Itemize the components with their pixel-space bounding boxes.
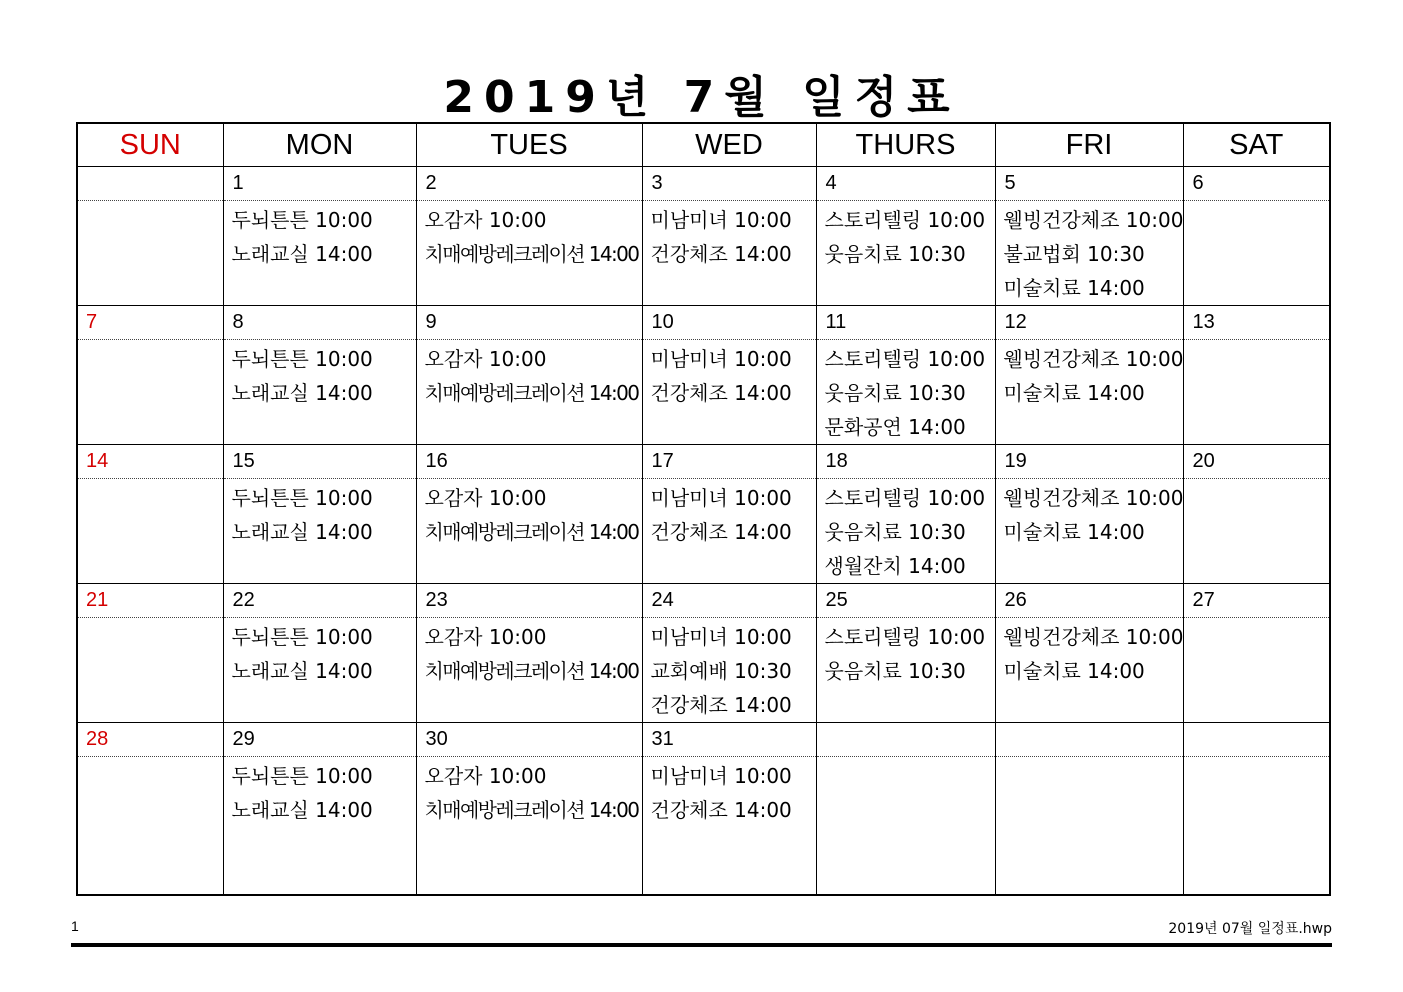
events-cell-tues bbox=[416, 479, 642, 584]
event-item: 웰빙건강체조 10:00 bbox=[1003, 486, 1184, 510]
event-item: 미남미녀 10:00 bbox=[650, 625, 792, 649]
events-cell-thurs bbox=[816, 757, 995, 896]
events-cell-sun bbox=[77, 201, 223, 306]
events-cell-sun bbox=[77, 479, 223, 584]
date-number-mon: 1 bbox=[223, 167, 416, 201]
weekday-header-mon: MON bbox=[223, 123, 416, 167]
event-item: 미술치료 14:00 bbox=[1003, 659, 1145, 683]
date-number-thurs bbox=[816, 723, 995, 757]
event-item: 웃음치료 10:30 bbox=[824, 520, 966, 544]
date-number-wed: 24 bbox=[642, 584, 816, 618]
events-cell-thurs bbox=[816, 201, 995, 306]
date-number-tues: 2 bbox=[416, 167, 642, 201]
date-number-mon: 22 bbox=[223, 584, 416, 618]
events-cell-sat bbox=[1183, 201, 1330, 306]
date-number-mon: 15 bbox=[223, 445, 416, 479]
event-item: 미술치료 14:00 bbox=[1003, 276, 1145, 300]
event-item: 스토리텔링 10:00 bbox=[824, 208, 986, 232]
events-cell-sun bbox=[77, 757, 223, 896]
event-item: 치매예방레크레이션 14:00 bbox=[424, 798, 639, 822]
event-item: 노래교실 14:00 bbox=[231, 381, 373, 405]
week-5-events-row bbox=[77, 757, 1330, 896]
events-cell-wed bbox=[642, 618, 816, 723]
event-item: 웃음치료 10:30 bbox=[824, 659, 966, 683]
date-number-sat: 13 bbox=[1183, 306, 1330, 340]
weekday-header-wed: WED bbox=[642, 123, 816, 167]
events-cell-tues bbox=[416, 757, 642, 896]
footer-page-number: 1 bbox=[71, 918, 79, 934]
event-item: 생월잔치 14:00 bbox=[824, 554, 966, 578]
date-number-wed: 10 bbox=[642, 306, 816, 340]
date-number-fri: 19 bbox=[995, 445, 1183, 479]
footer-filename: 2019년 07월 일정표.hwp bbox=[1168, 921, 1332, 937]
events-cell-wed bbox=[642, 757, 816, 896]
week-3-date-row bbox=[77, 445, 1330, 479]
event-item: 건강체조 14:00 bbox=[650, 520, 792, 544]
event-item: 미남미녀 10:00 bbox=[650, 764, 792, 788]
event-item: 두뇌튼튼 10:00 bbox=[231, 208, 373, 232]
event-item: 스토리텔링 10:00 bbox=[824, 486, 986, 510]
events-cell-tues bbox=[416, 618, 642, 723]
date-number-wed: 31 bbox=[642, 723, 816, 757]
date-number-sun: 28 bbox=[77, 723, 223, 757]
date-number-fri: 26 bbox=[995, 584, 1183, 618]
events-cell-fri bbox=[995, 618, 1183, 723]
week-2-date-row bbox=[77, 306, 1330, 340]
event-item: 건강체조 14:00 bbox=[650, 242, 792, 266]
events-cell-fri bbox=[995, 479, 1183, 584]
date-number-tues: 9 bbox=[416, 306, 642, 340]
events-cell-thurs bbox=[816, 340, 995, 445]
event-item: 미술치료 14:00 bbox=[1003, 381, 1145, 405]
date-number-tues: 30 bbox=[416, 723, 642, 757]
events-cell-sat bbox=[1183, 479, 1330, 584]
events-cell-sat bbox=[1183, 340, 1330, 445]
event-item: 오감자 10:00 bbox=[424, 764, 547, 788]
calendar-table bbox=[76, 122, 1331, 896]
event-item: 두뇌튼튼 10:00 bbox=[231, 347, 373, 371]
footer-rule bbox=[71, 943, 1332, 947]
events-cell-sat bbox=[1183, 618, 1330, 723]
event-item: 오감자 10:00 bbox=[424, 208, 547, 232]
event-item: 스토리텔링 10:00 bbox=[824, 347, 986, 371]
events-cell-fri bbox=[995, 757, 1183, 896]
event-item: 오감자 10:00 bbox=[424, 347, 547, 371]
date-number-thurs: 11 bbox=[816, 306, 995, 340]
date-number-thurs: 4 bbox=[816, 167, 995, 201]
week-1-events-row bbox=[77, 201, 1330, 306]
event-item: 미남미녀 10:00 bbox=[650, 347, 792, 371]
date-number-thurs: 25 bbox=[816, 584, 995, 618]
event-item: 건강체조 14:00 bbox=[650, 693, 792, 717]
event-item: 치매예방레크레이션 14:00 bbox=[424, 242, 639, 266]
date-number-sat: 27 bbox=[1183, 584, 1330, 618]
events-cell-wed bbox=[642, 340, 816, 445]
events-cell-tues bbox=[416, 201, 642, 306]
page-title: 2019년 7월 일정표 bbox=[443, 72, 960, 123]
events-cell-fri bbox=[995, 340, 1183, 445]
event-item: 웃음치료 10:30 bbox=[824, 381, 966, 405]
events-cell-sun bbox=[77, 340, 223, 445]
events-cell-sat bbox=[1183, 757, 1330, 896]
event-item: 미남미녀 10:00 bbox=[650, 486, 792, 510]
event-item: 오감자 10:00 bbox=[424, 486, 547, 510]
event-item: 치매예방레크레이션 14:00 bbox=[424, 381, 639, 405]
event-item: 웃음치료 10:30 bbox=[824, 242, 966, 266]
events-cell-mon bbox=[223, 340, 416, 445]
events-cell-tues bbox=[416, 340, 642, 445]
events-cell-sun bbox=[77, 618, 223, 723]
date-number-sun: 14 bbox=[77, 445, 223, 479]
event-item: 미남미녀 10:00 bbox=[650, 208, 792, 232]
date-number-sun: 7 bbox=[77, 306, 223, 340]
event-item: 교회예배 10:30 bbox=[650, 659, 792, 683]
week-1-date-row bbox=[77, 167, 1330, 201]
event-item: 건강체조 14:00 bbox=[650, 381, 792, 405]
events-cell-wed bbox=[642, 479, 816, 584]
date-number-sun: 21 bbox=[77, 584, 223, 618]
date-number-fri: 12 bbox=[995, 306, 1183, 340]
event-item: 두뇌튼튼 10:00 bbox=[231, 764, 373, 788]
date-number-sat: 20 bbox=[1183, 445, 1330, 479]
weekday-header-sat: SAT bbox=[1183, 123, 1330, 167]
date-number-wed: 3 bbox=[642, 167, 816, 201]
event-item: 문화공연 14:00 bbox=[824, 415, 966, 439]
date-number-fri: 5 bbox=[995, 167, 1183, 201]
weekday-header-row bbox=[77, 123, 1330, 167]
date-number-fri bbox=[995, 723, 1183, 757]
events-cell-wed bbox=[642, 201, 816, 306]
event-item: 두뇌튼튼 10:00 bbox=[231, 486, 373, 510]
event-item: 웰빙건강체조 10:00 bbox=[1003, 347, 1184, 371]
date-number-wed: 17 bbox=[642, 445, 816, 479]
date-number-thurs: 18 bbox=[816, 445, 995, 479]
event-item: 미술치료 14:00 bbox=[1003, 520, 1145, 544]
week-5-date-row bbox=[77, 723, 1330, 757]
event-item: 치매예방레크레이션 14:00 bbox=[424, 659, 639, 683]
weekday-header-fri: FRI bbox=[995, 123, 1183, 167]
event-item: 웰빙건강체조 10:00 bbox=[1003, 625, 1184, 649]
date-number-mon: 8 bbox=[223, 306, 416, 340]
week-3-events-row bbox=[77, 479, 1330, 584]
event-item: 건강체조 14:00 bbox=[650, 798, 792, 822]
event-item: 오감자 10:00 bbox=[424, 625, 547, 649]
calendar-body bbox=[77, 167, 1330, 896]
event-item: 노래교실 14:00 bbox=[231, 520, 373, 544]
weekday-header-sun: SUN bbox=[77, 123, 223, 167]
weekday-header-tues: TUES bbox=[416, 123, 642, 167]
event-item: 두뇌튼튼 10:00 bbox=[231, 625, 373, 649]
event-item: 치매예방레크레이션 14:00 bbox=[424, 520, 639, 544]
event-item: 노래교실 14:00 bbox=[231, 659, 373, 683]
event-item: 노래교실 14:00 bbox=[231, 242, 373, 266]
events-cell-mon bbox=[223, 618, 416, 723]
weekday-header-thurs: THURS bbox=[816, 123, 995, 167]
week-2-events-row bbox=[77, 340, 1330, 445]
events-cell-thurs bbox=[816, 479, 995, 584]
event-item: 불교법회 10:30 bbox=[1003, 242, 1145, 266]
date-number-sat: 6 bbox=[1183, 167, 1330, 201]
events-cell-fri bbox=[995, 201, 1183, 306]
week-4-date-row bbox=[77, 584, 1330, 618]
events-cell-mon bbox=[223, 479, 416, 584]
date-number-tues: 23 bbox=[416, 584, 642, 618]
week-4-events-row bbox=[77, 618, 1330, 723]
event-item: 노래교실 14:00 bbox=[231, 798, 373, 822]
events-cell-thurs bbox=[816, 618, 995, 723]
events-cell-mon bbox=[223, 201, 416, 306]
date-number-tues: 16 bbox=[416, 445, 642, 479]
event-item: 스토리텔링 10:00 bbox=[824, 625, 986, 649]
date-number-mon: 29 bbox=[223, 723, 416, 757]
events-cell-mon bbox=[223, 757, 416, 896]
date-number-sun bbox=[77, 167, 223, 201]
date-number-sat bbox=[1183, 723, 1330, 757]
event-item: 웰빙건강체조 10:00 bbox=[1003, 208, 1184, 232]
